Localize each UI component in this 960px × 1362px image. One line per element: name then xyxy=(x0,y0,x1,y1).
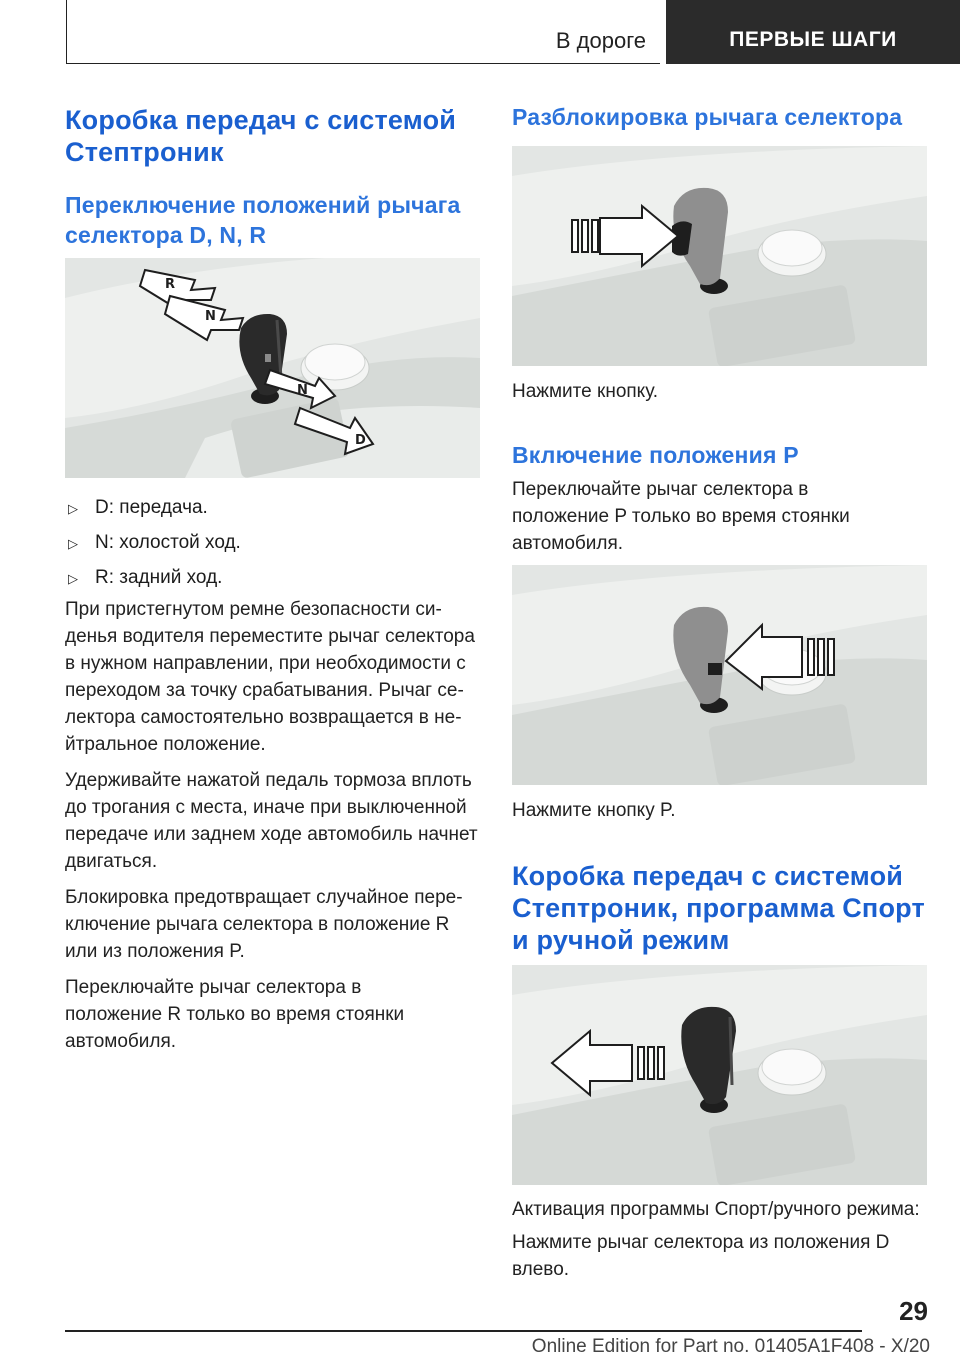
header-chapter-box xyxy=(660,0,960,64)
paragraph-park-instructions: Переключайте рычаг селектора в положение P только во время стоянки автомобиля. xyxy=(512,479,850,554)
park-button-illustration xyxy=(512,565,927,785)
bullet-d xyxy=(65,494,480,529)
title-engage-p: Включение положения P xyxy=(512,442,799,468)
bullet-r-text: R: задний ход. xyxy=(95,567,223,588)
bullet-n xyxy=(65,529,480,564)
bullet-triangle-icon: ▷ xyxy=(68,536,78,551)
header-section-box xyxy=(66,0,660,64)
footer-divider xyxy=(65,1330,862,1332)
bullet-triangle-icon: ▷ xyxy=(68,571,78,586)
header-section-label: В дороге xyxy=(555,28,646,53)
page-number: 29 xyxy=(899,1296,928,1326)
figure-label-d: D xyxy=(355,433,366,448)
caption-press-button: Нажмите кнопку. xyxy=(512,381,659,402)
paragraph-reverse-warning: Переключайте рычаг селектора в положение R только во время стоянки автомобиля. xyxy=(65,977,405,1052)
bullet-r xyxy=(65,564,480,594)
figure-unlock-button xyxy=(512,146,927,366)
footer-edition: Online Edition for Part no. 01405A1F408 - X/20 xyxy=(531,1336,930,1357)
unlock-button-illustration xyxy=(512,146,927,366)
figure-park-button xyxy=(512,565,927,785)
paragraph-interlock: Блокировка предотвращает случайное пере- ключение рычага селектора в положение R или из положения P. xyxy=(65,887,463,962)
bullet-d-text: D: передача. xyxy=(95,497,208,518)
figure-sport-manual xyxy=(512,965,927,1185)
caption-activate-sport: Активация программы Спорт/ручного режима: xyxy=(512,1199,920,1220)
left-text-block xyxy=(65,494,480,1055)
section-title-steptronic: Коробка передач с системой Стептроник xyxy=(65,105,457,167)
header-chapter-label: ПЕРВЫЕ ШАГИ xyxy=(729,28,897,51)
figure-label-n-upper: N xyxy=(205,309,216,324)
subtitle-shift-positions: Переключение положений рычага селектора D, N, R xyxy=(65,192,461,248)
title-steptronic-sport-manual: Коробка передач с системой Стептроник, программа Спорт и ручной режим xyxy=(512,861,925,955)
caption-push-left: Нажмите рычаг селектора из положения D влево. xyxy=(512,1232,890,1280)
page-header xyxy=(66,0,960,64)
sport-manual-illustration xyxy=(512,965,927,1185)
figure-label-r: R xyxy=(165,277,176,292)
figure-label-n-lower: N xyxy=(297,383,308,398)
title-unlock-selector: Разблокировка рычага селектора xyxy=(512,104,903,130)
bullet-n-text: N: холостой ход. xyxy=(95,532,241,553)
caption-press-p-button: Нажмите кнопку P. xyxy=(512,800,676,821)
selector-lever-dnr-illustration xyxy=(65,258,480,478)
figure-selector-lever-dnr xyxy=(65,258,480,478)
paragraph-shift-instructions: При пристегнутом ремне безопасности си- денья водителя переместите рычаг селектора в нужном направлении, при необходимости с переходом за точку срабатывания. Рычаг се- лектора самостоятельно возвращается в не- йтральное положение. xyxy=(65,599,475,755)
paragraph-brake-pedal: Удерживайте нажатой педаль тормоза вплоть до трогания с места, иначе при выключенной передаче или заднем ходе автомобиль начнет двигаться. xyxy=(65,770,478,872)
bullet-triangle-icon: ▷ xyxy=(68,501,78,516)
